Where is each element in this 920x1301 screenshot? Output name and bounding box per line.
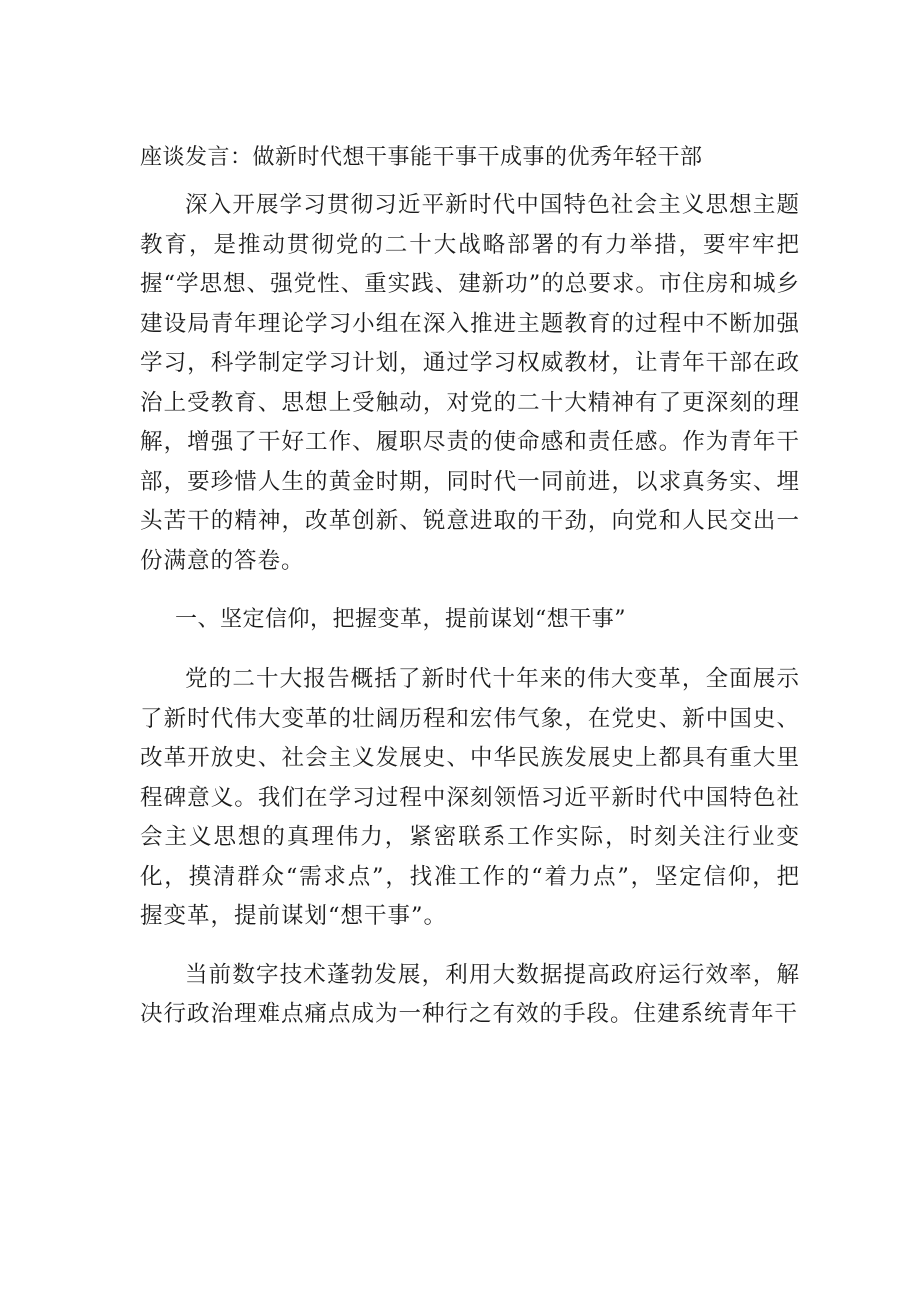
section-1-heading: 一、坚定信仰，把握变革，提前谋划“想干事” xyxy=(175,607,626,632)
document-title: 座谈发言：做新时代想干事能干事干成事的优秀年轻干部 xyxy=(140,145,703,170)
intro-paragraph: 深入开展学习贯彻习近平新时代中国特色社会主义思想主题教育，是推动贯彻党的二十大战略部署的有力举措，要牢牢把握“学思想、强党性、重实践、建新功”的总要求。市住房和城乡建设局青年理论学习小组在深入推进主题教育的过程中不断加强学习，科学制定学习计划，通过学习权威教材，让青年干部在政治上受教育、思想上受触动，对党的二十大精神有了更深刻的理解，增强了干好工作、履职尽责的使命感和责任感。作为青年干部，要珍惜人生的黄金时期，同时代一同前进，以求真务实、埋头苦干的精神，改革创新、锐意进取的干劲，向党和人民交出一份满意的答卷。 xyxy=(140,192,800,574)
section-1-paragraph-2: 当前数字技术蓬勃发展，利用大数据提高政府运行效率，解决行政治理难点痛点成为一种行之有效的手段。住建系统青年干 xyxy=(140,961,800,1027)
section-1-paragraph-1: 党的二十大报告概括了新时代十年来的伟大变革，全面展示了新时代伟大变革的壮阔历程和宏伟气象，在党史、新中国史、改革开放史、社会主义发展史、中华民族发展史上都具有重大里程碑意义。我们在学习过程中深刻领悟习近平新时代中国特色社会主义思想的真理伟力，紧密联系工作实际，时刻关注行业变化，摸清群众“需求点”，找准工作的“着力点”，坚定信仰，把握变革，提前谋划“想干事”。 xyxy=(140,666,800,929)
document-body xyxy=(140,140,800,1054)
